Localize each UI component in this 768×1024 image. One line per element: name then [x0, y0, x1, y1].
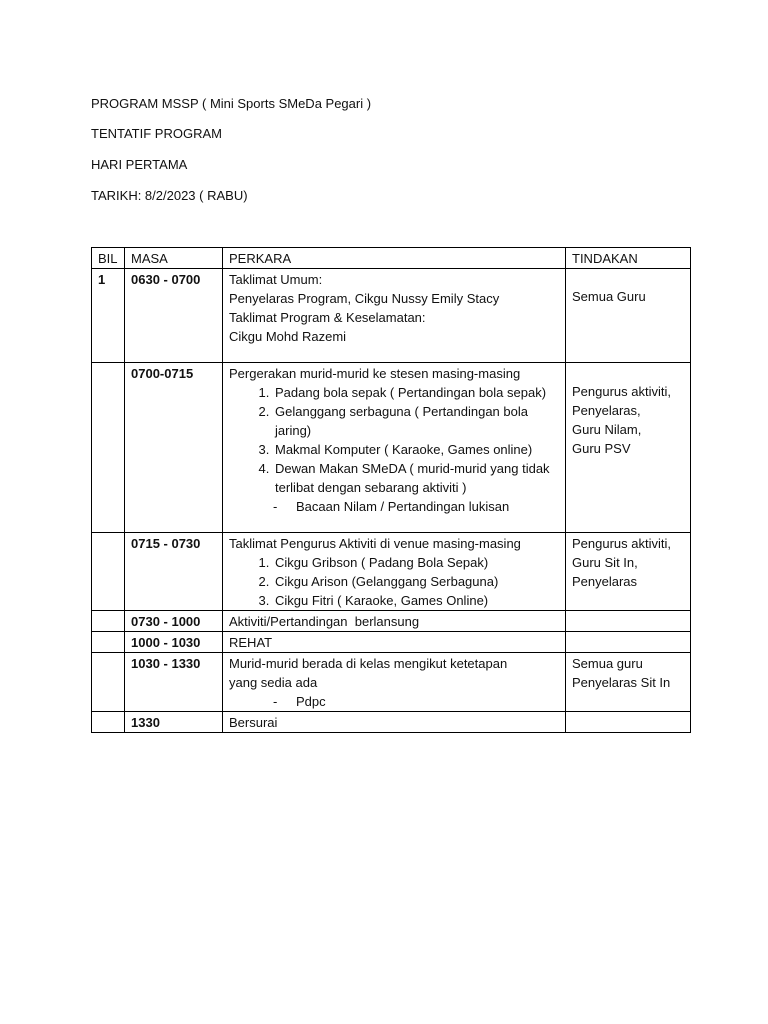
- table-row: [92, 632, 691, 653]
- table-row: [92, 533, 691, 611]
- table-row: [92, 611, 691, 632]
- header-masa: MASA: [125, 248, 223, 269]
- tindakan-line: Pengurus aktiviti,: [572, 384, 671, 399]
- row-bil: [92, 653, 125, 712]
- row-perkara: Bersurai: [223, 712, 566, 733]
- row-bil: [92, 632, 125, 653]
- row-bil: 1: [92, 269, 125, 363]
- sub-item-text: Pdpc: [296, 694, 326, 709]
- perkara-line: Cikgu Mohd Razemi: [229, 329, 347, 344]
- header-bil: BIL: [92, 248, 125, 269]
- tindakan-line: Semua guru: [572, 656, 643, 671]
- tarikh-heading: TARIKH: 8/2/2023 ( RABU): [91, 188, 248, 203]
- schedule-table: [91, 247, 691, 733]
- perkara-line: Penyelaras Program, Cikgu Nussy Emily Stacy: [229, 291, 500, 306]
- list-item: 4. Dewan Makan SMeDA ( murid-murid yang tidak terlibat dengan sebarang aktiviti ): [273, 459, 559, 497]
- program-title: PROGRAM MSSP ( Mini Sports SMeDa Pegari ): [91, 96, 372, 111]
- row-tindakan: [566, 632, 691, 653]
- tindakan-line: Pengurus aktiviti,: [572, 536, 671, 551]
- row-bil: [92, 712, 125, 733]
- table-row: [92, 712, 691, 733]
- table-row: [92, 653, 691, 712]
- sub-item: [229, 497, 559, 516]
- tindakan-line: Guru Sit In,: [572, 555, 638, 570]
- perkara-line: yang sedia ada: [229, 675, 318, 690]
- dash-marker: -: [273, 499, 278, 514]
- row-perkara: [223, 533, 566, 611]
- list-item: 1. Cikgu Gribson ( Padang Bola Sepak): [273, 553, 559, 572]
- header-perkara: PERKARA: [223, 248, 566, 269]
- tindakan-line: Penyelaras,: [572, 403, 641, 418]
- row-perkara: [223, 653, 566, 712]
- row-tindakan: [566, 363, 691, 533]
- list-item: 2. Cikgu Arison (Gelanggang Serbaguna): [273, 572, 559, 591]
- tindakan-line: Penyelaras Sit In: [572, 675, 671, 690]
- row-masa: 1030 - 1330: [125, 653, 223, 712]
- list-item: 3. Makmal Komputer ( Karaoke, Games online): [273, 440, 559, 459]
- row-masa: 1000 - 1030: [125, 632, 223, 653]
- row-tindakan: [566, 269, 691, 363]
- row-tindakan: [566, 712, 691, 733]
- row-masa: 1330: [125, 712, 223, 733]
- table-row: [92, 269, 691, 363]
- row-perkara: [223, 269, 566, 363]
- perkara-line: Taklimat Umum:: [229, 272, 323, 287]
- perkara-line: Taklimat Program & Keselamatan:: [229, 310, 426, 325]
- row-tindakan: [566, 533, 691, 611]
- sub-item: [229, 692, 559, 711]
- list-item: 1. Padang bola sepak ( Pertandingan bola sepak): [273, 383, 559, 402]
- list-item: 3. Cikgu Fitri ( Karaoke, Games Online): [273, 591, 559, 610]
- row-bil: [92, 533, 125, 611]
- row-masa: 0700-0715: [125, 363, 223, 533]
- table-header-row: [92, 248, 691, 269]
- row-masa: 0715 - 0730: [125, 533, 223, 611]
- perkara-line: Murid-murid berada di kelas mengikut ketetapan: [229, 656, 508, 671]
- header-tindakan: TINDAKAN: [566, 248, 691, 269]
- row-tindakan: [566, 653, 691, 712]
- perkara-intro: Pergerakan murid-murid ke stesen masing-masing: [229, 366, 521, 381]
- row-masa: 0730 - 1000: [125, 611, 223, 632]
- tindakan-line: Penyelaras: [572, 574, 638, 589]
- dash-marker: -: [273, 694, 278, 709]
- row-perkara: [223, 363, 566, 533]
- row-bil: [92, 363, 125, 533]
- activity-list: [229, 553, 559, 610]
- row-perkara: REHAT: [223, 632, 566, 653]
- row-tindakan: [566, 611, 691, 632]
- list-item: 2. Gelanggang serbaguna ( Pertandingan bola jaring): [273, 402, 559, 440]
- row-perkara: Aktiviti/Pertandingan berlansung: [223, 611, 566, 632]
- row-masa: 0630 - 0700: [125, 269, 223, 363]
- tindakan-line: Guru Nilam,: [572, 422, 642, 437]
- tindakan-line: Semua Guru: [572, 289, 646, 304]
- tindakan-line: Guru PSV: [572, 441, 631, 456]
- table-row: [92, 363, 691, 533]
- sub-item-text: Bacaan Nilam / Pertandingan lukisan: [296, 499, 510, 514]
- tentatif-heading: TENTATIF PROGRAM: [91, 126, 222, 141]
- row-bil: [92, 611, 125, 632]
- perkara-intro: Taklimat Pengurus Aktiviti di venue masing-masing: [229, 536, 521, 551]
- hari-heading: HARI PERTAMA: [91, 157, 188, 172]
- activity-list: [229, 383, 559, 497]
